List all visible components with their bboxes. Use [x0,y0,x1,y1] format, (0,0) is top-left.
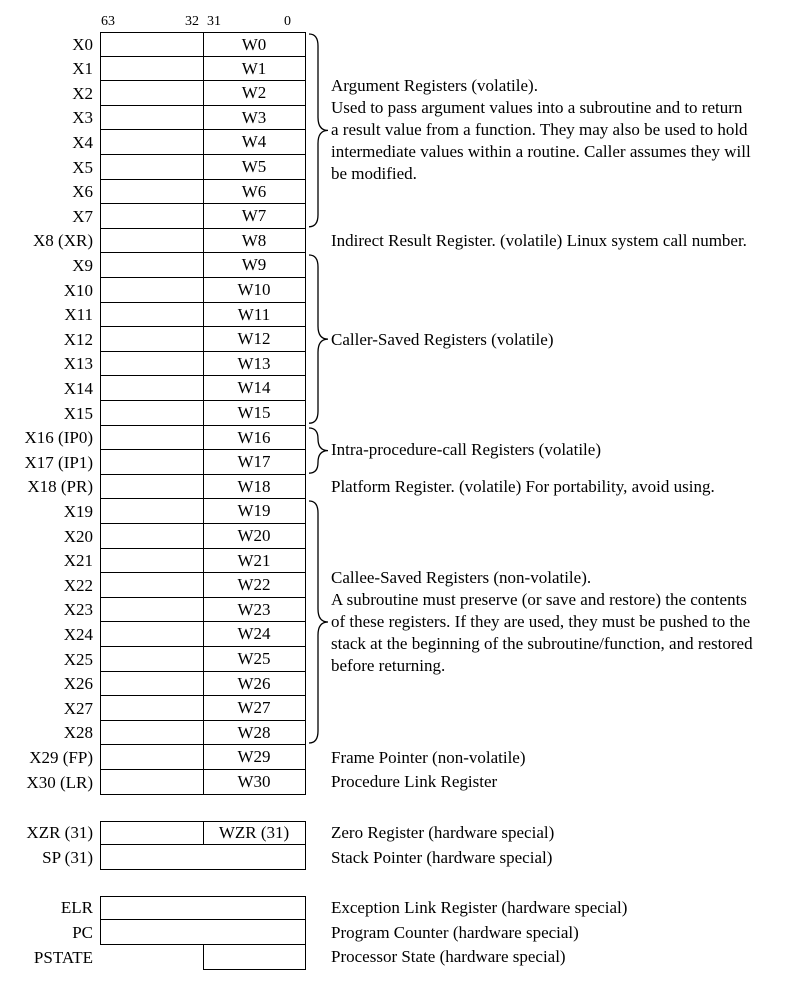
bit-label-0: 0 [284,14,291,29]
register-row-label: X30 (LR) [26,772,93,792]
annotation-text [331,822,554,844]
w-register-label: W25 [237,649,271,668]
register-row-label: SP (31) [42,847,93,867]
register-box [100,896,306,920]
register-box [203,945,306,970]
annotation-line: of these registers. If they are used, they must be pushed to the [331,612,751,632]
w-register-label: W2 [241,83,267,102]
register-row-label: X2 [72,83,93,103]
w-register-label: W7 [241,206,267,225]
register-row-label: X25 [63,649,93,669]
annotation-text [331,230,747,252]
register-box [100,696,306,721]
register-row-label: X6 [72,182,93,201]
register-box [100,598,306,622]
register-box [100,155,306,180]
register-box [100,401,306,426]
w-register-label: WZR (31) [218,823,290,842]
w-register-label: W20 [237,526,271,545]
w-register-label: W0 [241,34,267,54]
w-register-label: W12 [237,329,271,348]
group-brace [307,500,333,745]
register-row-label: X20 [63,526,93,546]
register-row-label: X22 [63,575,93,595]
annotation-line: intermediate values within a routine. Caller assumes they will [331,142,751,162]
annotation-line: Platform Register. (volatile) For portability, avoid using. [331,477,715,497]
register-box [100,278,306,303]
w-register-label: W13 [237,353,271,373]
register-box [100,204,306,229]
w-register-label: W21 [237,550,271,570]
register-box [100,549,306,573]
register-row-label: X24 [63,624,93,644]
w-register-label: W9 [241,255,267,274]
annotation-line: A subroutine must preserve (or save and restore) the contents [331,590,747,610]
register-row-label: X23 [63,600,93,619]
annotation-line: Intra-procedure-call Registers (volatile) [331,440,601,460]
annotation-text [331,946,566,968]
register-box [100,81,306,106]
register-row-label: X8 (XR) [33,231,93,250]
register-box [100,130,306,155]
register-row-label: PC [72,922,93,942]
register-row-label: X0 [72,34,93,54]
w-register-label: W5 [241,157,267,176]
w-register-label: W26 [237,673,271,693]
annotation-text [331,567,753,677]
w-register-label: W4 [241,132,267,151]
register-row-label: X9 [72,255,93,275]
register-box [100,622,306,647]
annotation-line: Stack Pointer (hardware special) [331,847,553,867]
w-register-label: W11 [237,304,271,324]
register-box [100,770,306,795]
w-register-label: W23 [237,599,271,619]
register-box [100,672,306,696]
register-row-label: XZR (31) [26,823,93,842]
register-row-label: X7 [72,206,93,226]
register-row-label: X12 [63,329,93,349]
register-box [100,180,306,204]
register-row-label: X4 [72,132,93,152]
w-register-label: W17 [237,452,271,471]
w-register-label: W28 [237,722,271,742]
group-brace [307,427,333,475]
register-box [100,352,306,376]
annotation-line: Argument Registers (volatile). [331,76,538,96]
annotation-line: Program Counter (hardware special) [331,922,579,942]
w-register-label: W10 [237,280,271,299]
register-box [100,524,306,549]
register-row-label: X18 (PR) [27,477,93,496]
register-box [100,426,306,450]
register-box [100,376,306,401]
register-row-label: X14 [63,378,93,398]
register-box [100,821,306,845]
annotation-text [331,922,579,944]
annotation-line: Caller-Saved Registers (volatile) [331,329,554,349]
register-row-label: X11 [64,305,93,324]
register-box [100,721,306,745]
group-brace [307,254,333,425]
w-register-label: W19 [237,501,271,520]
register-row-label: X26 [63,674,93,693]
annotation-text [331,329,553,351]
register-row-label: X16 (IP0) [24,428,93,447]
register-row-label: X27 [63,698,93,718]
w-register-label: W8 [241,230,267,250]
bit-label-31: 31 [207,14,221,29]
annotation-line: Callee-Saved Registers (non-volatile). [331,568,592,588]
register-box [100,845,306,870]
w-register-label: W6 [241,181,267,201]
annotation-line: Processor State (hardware special) [331,947,566,967]
register-row-label: X21 [63,551,93,570]
annotation-text [331,771,497,793]
register-box [100,229,306,253]
register-box [100,327,306,352]
w-register-label: W15 [237,403,271,422]
group-brace [307,33,333,228]
annotation-text [331,847,552,869]
register-box [100,745,306,770]
register-row-label: X19 [63,501,93,521]
w-register-label: W16 [237,427,271,447]
register-row-label: X13 [63,354,93,373]
register-row-label: X1 [72,59,93,78]
bit-label-32: 32 [185,14,199,29]
annotation-text [331,439,601,461]
w-register-label: W22 [237,575,271,594]
register-row-label: X17 (IP1) [24,452,93,472]
annotation-line: Indirect Result Register. (volatile) Linux system call number. [331,231,747,251]
register-box [100,32,306,57]
register-box [100,106,306,130]
w-register-label: W27 [237,698,271,717]
annotation-line: Frame Pointer (non-volatile) [331,747,526,767]
w-register-label: W18 [237,476,271,496]
w-register-label: W3 [241,107,267,127]
register-row-label: X28 [63,723,93,742]
register-row-label: X3 [72,108,93,127]
bit-label-63: 63 [101,14,115,29]
annotation-text [331,75,751,185]
register-row-label: X10 [63,280,93,300]
annotation-line: Exception Link Register (hardware special) [331,898,628,918]
annotation-text [331,476,715,498]
annotation-line: Used to pass argument values into a subroutine and to return [331,98,743,118]
w-register-label: W1 [241,58,267,78]
register-box [100,253,306,278]
register-row-label: X29 (FP) [29,747,93,767]
annotation-line: stack at the beginning of the subroutine/function, and restored [331,634,753,654]
register-box [100,499,306,524]
annotation-line: before returning. [331,656,446,676]
w-register-label: W29 [237,747,271,766]
register-box [100,573,306,598]
register-box [100,920,306,945]
annotation-line: a result value from a function. They may also be used to hold [331,120,748,140]
annotation-line: be modified. [331,164,417,184]
w-register-label: W30 [237,772,271,791]
register-row-label: X5 [72,157,93,177]
register-row-label: PSTATE [33,947,93,967]
register-row-label: X15 [63,403,93,423]
register-box [100,57,306,81]
w-register-label: W14 [237,378,271,397]
register-box [100,647,306,672]
annotation-line: Zero Register (hardware special) [331,822,555,842]
annotation-text [331,897,627,919]
w-register-label: W24 [237,624,271,643]
register-box [100,475,306,499]
annotation-line: Procedure Link Register [331,772,498,792]
register-box [100,303,306,327]
register-row-label: ELR [60,898,93,917]
annotation-text [331,747,526,769]
register-box [100,450,306,475]
